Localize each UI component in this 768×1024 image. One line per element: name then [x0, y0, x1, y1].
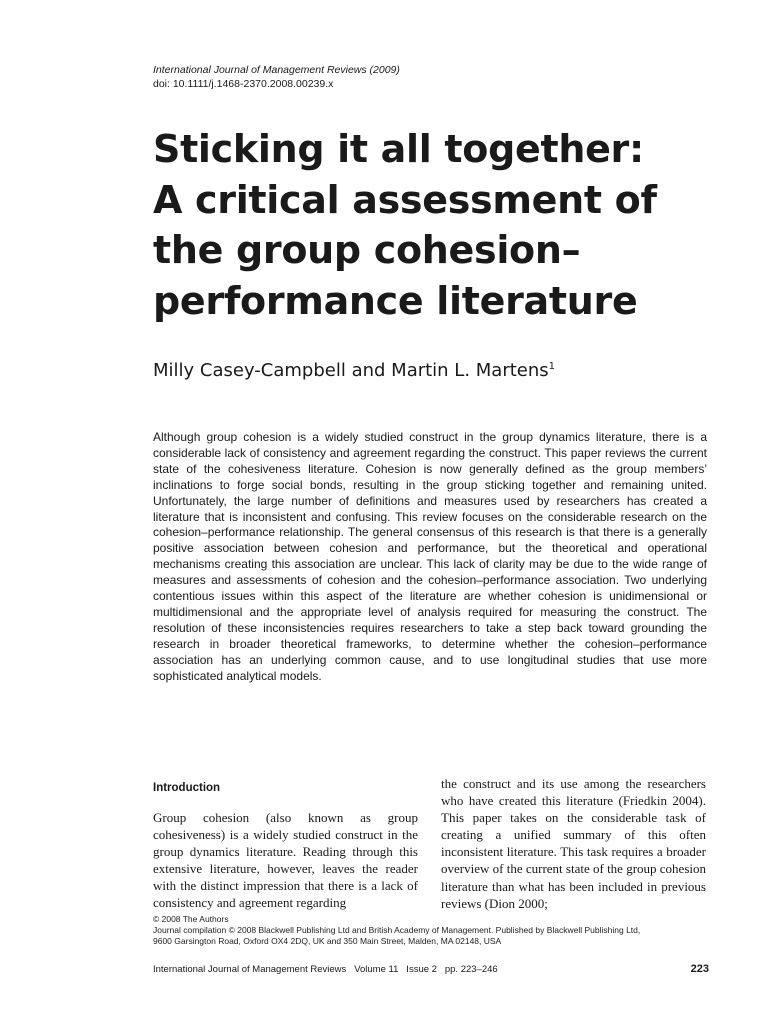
body-column-right: the construct and its use among the researchers who have created this literature (Friedkin 2004). This paper takes on the considerable task of creating a unified summary of this often inconsistent literature. This task requires a broader overview of the current state of the group cohesion literature than what has been included in previous reviews (Dion 2000; — [441, 776, 706, 911]
body-column-left: Group cohesion (also known as group cohesiveness) is a widely studied construct in the group dynamics literature. Reading through this extensive literature, however, leaves the reader with the distinct impression that there is a lack of consistency and agreement regarding — [153, 810, 418, 911]
title-line: performance literature — [153, 278, 638, 323]
author-line — [153, 359, 555, 383]
compilation-line: Journal compilation © 2008 Blackwell Publishing Ltd and British Academy of Management. Published by Blackwell Publishing Ltd, — [153, 925, 641, 936]
doi: doi: 10.1111/j.1468-2370.2008.00239.x — [153, 78, 334, 90]
copyright-line: © 2008 The Authors — [153, 914, 229, 924]
publisher-address: 9600 Garsington Road, Oxford OX4 2DQ, UK and 350 Main Street, Malden, MA 02148, USA — [153, 936, 502, 947]
title-line: Sticking it all together: — [153, 127, 644, 171]
journal-header — [153, 63, 400, 91]
copyright-footer — [153, 914, 709, 948]
title-line: A critical assessment of — [153, 177, 657, 222]
journal-citation: International Journal of Management Reviews Volume 11 Issue 2 pp. 223–246 — [153, 964, 498, 975]
page-number: 223 — [690, 963, 709, 975]
section-heading-introduction: Introduction — [153, 782, 221, 794]
article-title — [153, 124, 733, 326]
abstract: Although group cohesion is a widely studied construct in the group dynamics literature, there is a considerable lack of consistency and agreement regarding the construct. This paper reviews the current state of the cohesiveness literature. Cohesion is now generally defined as the group members’ inclinations to forge social bonds, resulting in the group sticking together and remaining united. Unfortunately, the large number of definitions and measures used by researchers has created a literature that is inconsistent and confusing. This review focuses on the considerable research on the cohesion–performance relationship. The general consensus of this research is that there is a generally positive association between cohesion and performance, but the theoretical and operational mechanisms creating this association are unclear. This lack of clarity may be due to the wide range of measures and assessments of cohesion and the cohesion–performance association. Two underlying contentious issues within this aspect of the literature are whether cohesion is unidimensional or multidimensional and the appropriate level of analysis required for measuring the construct. The resolution of these inconsistencies requires researchers to take a step back toward grounding the research in broader theoretical frameworks, to determine whether the cohesion–performance association has an underlying common cause, and to use longitudinal studies that use more sophisticated analytical models. — [153, 430, 707, 683]
author-footnote-marker: 1 — [548, 361, 556, 372]
journal-name: International Journal of Management Reviews (2009) — [153, 64, 400, 76]
page-footer — [153, 963, 709, 976]
author-names: Milly Casey-Campbell and Martin L. Martens — [153, 360, 549, 381]
title-line: the group cohesion– — [153, 228, 581, 272]
